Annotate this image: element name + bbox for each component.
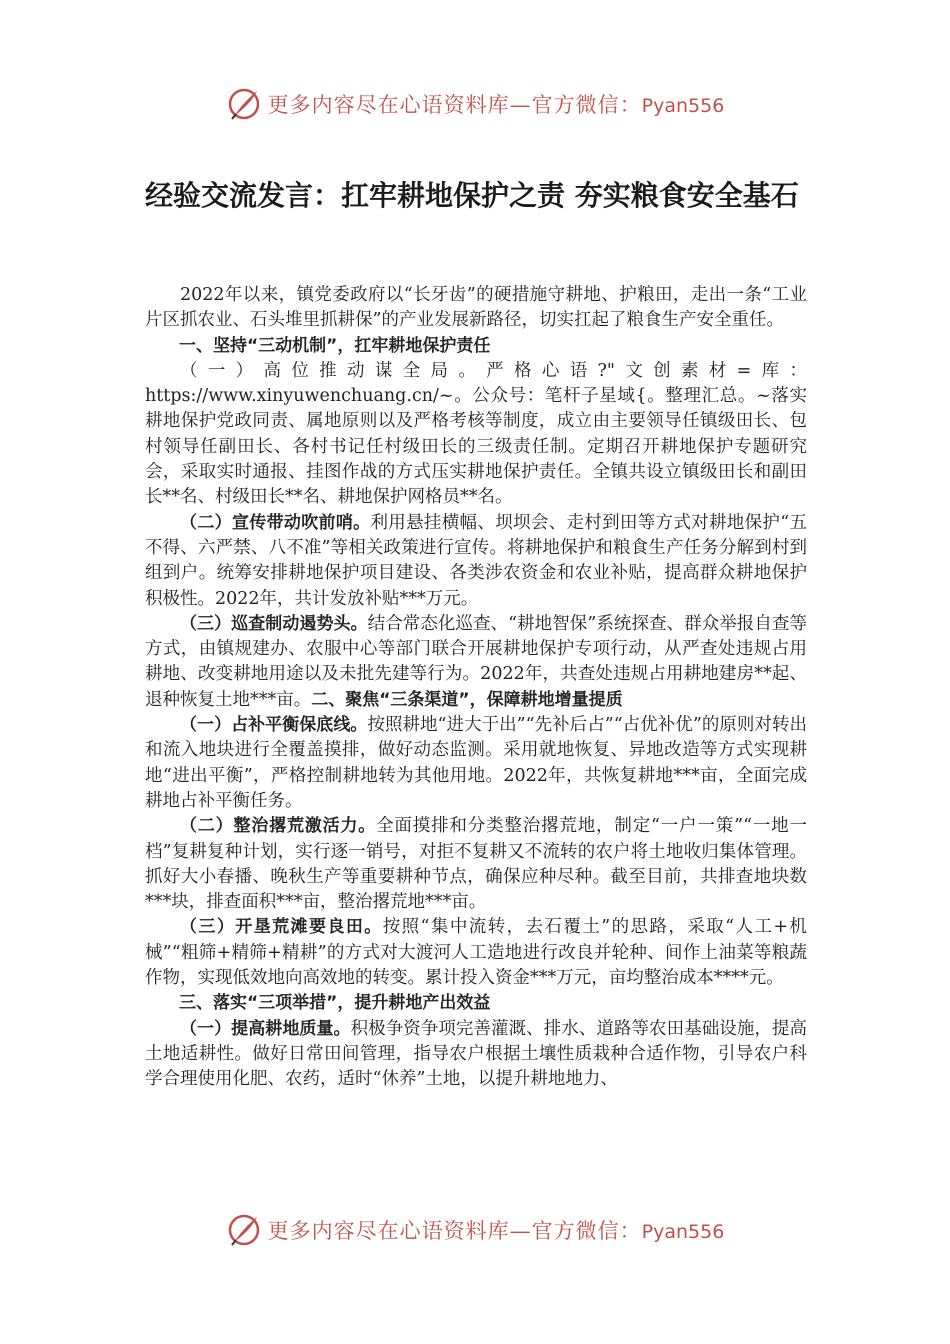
quill-logo-icon xyxy=(226,86,262,122)
section-2-2-paragraph: （二）整治撂荒激活力。全面摸排和分类整治撂荒地，制定“一户一策”“一地一档”复耕复种计划，实行逐一销号，对拒不复耕又不流转的农户将土地收归集体管理。抓好大小春播、晚秋生产等重要耕种节点，确保应种尽种。截至目前，共排查地块数***块，排查面积***亩，整治撂荒地***亩。 xyxy=(145,816,807,913)
wechat-id: Pyan556 xyxy=(641,1221,725,1243)
section-1-3-paragraph: （三）巡查制动遏势头。结合常态化巡查、“耕地智保”系统探查、群众举报自查等方式，由镇规建办、农服中心等部门联合开展耕地保护专项行动，从严查处违规占用耕地、改变耕地用途以及未批先建等行为。2022年，共查处违规占用耕地建房**起、退种恢复土地***亩。二、聚焦“三条渠道”，保障耕地增量提质 xyxy=(145,613,807,710)
document-body xyxy=(145,283,807,1093)
footer-banner xyxy=(0,1210,950,1250)
wechat-id: Pyan556 xyxy=(641,95,725,117)
section-1-1-paragraph: （一）高位推动谋全局。严格心语?"文创素材=库：https://www.xinyuwenchuang.cn/~。公众号：笔杆子星域{。整理汇总。~落实耕地保护党政同责、属地原则以及严格考核等制度，成立由主要领导任镇级田长、包村领导任副田长、各村书记任村级田长的三级责任制。定期召开耕地保护专题研究会，采取实时通报、挂图作战的方式压实耕地保护责任。全镇共设立镇级田长和副田长**名、村级田长**名、耕地保护网格员**名。 xyxy=(145,360,807,508)
section-2-3-paragraph: （三）开垦荒滩要良田。按照“集中流转，去石覆土”的思路，采取“人工+机械”“粗筛+精筛+精耕”的方式对大渡河人工造地进行改良并轮种、间作上油菜等粮蔬作物，实现低效地向高效地的转变。累计投入资金***万元，亩均整治成本****元。 xyxy=(145,917,807,989)
section-1-2-paragraph: （二）宣传带动吹前哨。利用悬挂横幅、坝坝会、走村到田等方式对耕地保护“五不得、六严禁、八不准”等相关政策进行宣传。将耕地保护和粮食生产任务分解到村到组到户。统筹安排耕地保护项目建设、各类涉农资金和农业补贴，提高群众耕地保护积极性。2022年，共计发放补贴***万元。 xyxy=(145,512,808,609)
section-3-heading: 三、落实“三项举措”，提升耕地产出效益 xyxy=(179,993,491,1014)
banner-text: 更多内容尽在心语资料库—官方微信：Pyan556 xyxy=(267,93,725,117)
section-3-1-paragraph: （一）提高耕地质量。积极争资争项完善灌溉、排水、道路等农田基础设施，提高土地适耕性。做好日常田间管理，指导农户根据土壤性质栽种合适作物，引导农户科学合理使用化肥、农药，适时“休养”土地，以提升耕地地力、 xyxy=(145,1018,808,1090)
quill-logo-icon xyxy=(226,1212,262,1248)
intro-paragraph: 2022年以来，镇党委政府以“长牙齿”的硬措施守耕地、护粮田，走出一条“工业片区抓农业、石头堆里抓耕保”的产业发展新路径，切实扛起了粮食生产安全重任。 xyxy=(145,285,807,331)
banner-text: 更多内容尽在心语资料库—官方微信：Pyan556 xyxy=(267,1219,725,1243)
header-banner xyxy=(0,84,950,124)
section-1-heading: 一、坚持“三动机制”，扛牢耕地保护责任 xyxy=(179,335,491,356)
section-2-heading: 二、聚焦“三条渠道”，保障耕地增量提质 xyxy=(311,689,623,710)
section-2-1-paragraph: （一）占补平衡保底线。按照耕地“进大于出”“先补后占”“占优补优”的原则对转出和流入地块进行全覆盖摸排，做好动态监测。采用就地恢复、异地改造等方式实现耕地“进出平衡”，严格控制耕地转为其他用地。2022年，共恢复耕地***亩，全面完成耕地占补平衡任务。 xyxy=(145,715,807,811)
document-title: 经验交流发言：扛牢耕地保护之责 夯实粮食安全基石 xyxy=(145,179,799,212)
